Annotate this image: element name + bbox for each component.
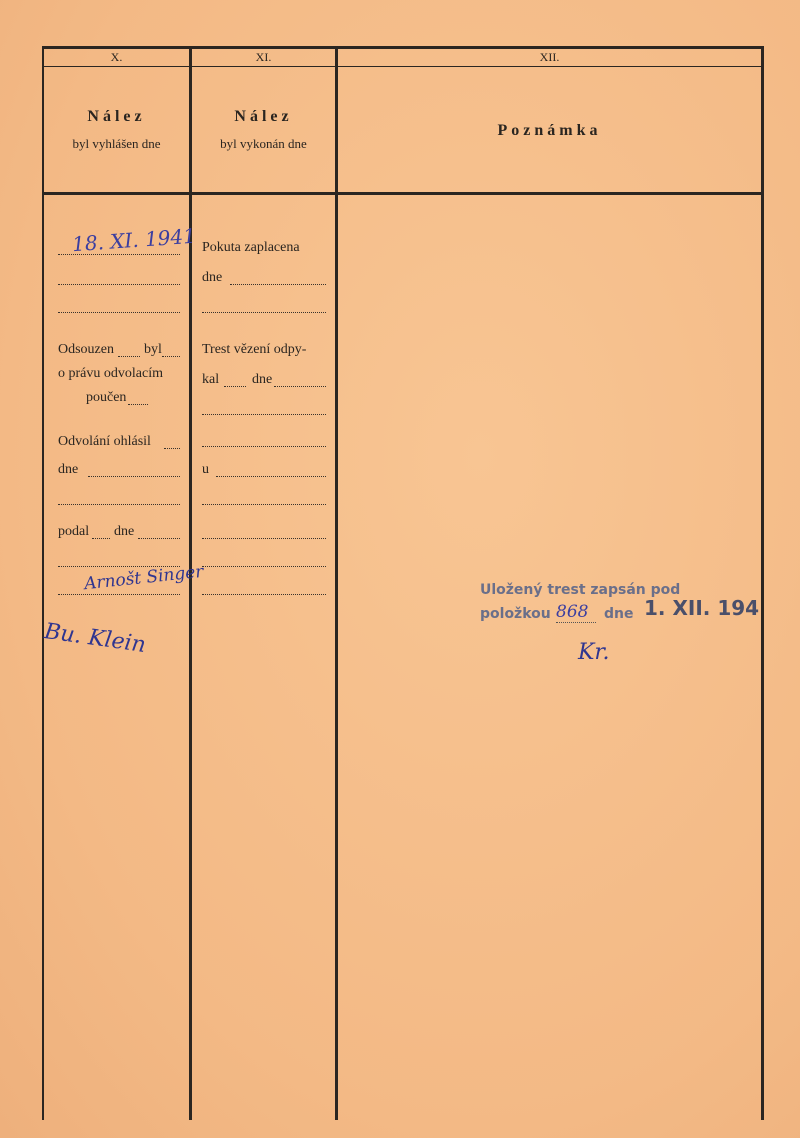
dotted-line: [202, 504, 326, 505]
dotted-line: [128, 404, 148, 405]
dotted-line: [164, 448, 180, 449]
stamp-polozkou-label: položkou: [480, 606, 551, 622]
kal-dne-label: dne: [252, 372, 273, 387]
stamp-dne-label: dne: [604, 606, 634, 622]
u-label: u: [202, 462, 209, 477]
dotted-line: [202, 538, 326, 539]
dotted-line: [202, 566, 326, 567]
dotted-line: [202, 414, 326, 415]
stamp-number: 868: [556, 602, 596, 623]
dne-label: dne: [58, 462, 79, 477]
dotted-line: [58, 594, 180, 595]
handwritten-date: 18. XI. 1941: [71, 223, 197, 257]
odvolani-label: Odvolání ohlásil: [58, 434, 151, 449]
dotted-line: [88, 476, 180, 477]
pokuta-dne-label: dne: [202, 270, 223, 285]
podal-dne-label: dne: [114, 524, 135, 539]
left-border: [42, 46, 44, 1120]
dotted-line: [162, 356, 180, 357]
odsouzen-label: Odsouzen: [58, 342, 114, 357]
stamp-line-1: Uložený trest zapsán pod: [480, 582, 681, 598]
dotted-line: [224, 386, 246, 387]
dotted-line: [216, 476, 326, 477]
column-xii-title: Poznámka: [497, 122, 602, 139]
header-bottom-border: [42, 192, 764, 195]
dotted-line: [230, 284, 326, 285]
dotted-line: [58, 284, 180, 285]
dotted-line: [202, 446, 326, 447]
column-number-xi: XI.: [255, 50, 272, 64]
dotted-line: [58, 254, 180, 255]
right-border: [761, 46, 764, 1120]
column-xi-subtitle: byl vykonán dne: [220, 136, 307, 151]
signature: Arnošt Singer: [83, 561, 205, 595]
podal-label: podal: [58, 524, 90, 539]
column-number-xii: XII.: [539, 50, 560, 64]
dotted-line: [138, 538, 180, 539]
byl-label: byl: [144, 342, 162, 357]
column-xi-title: Nález: [234, 108, 293, 125]
dotted-line: [58, 312, 180, 313]
stamp-date: 1. XII. 194: [644, 596, 760, 620]
initials: Kr.: [578, 640, 610, 665]
trest-label: Trest vězení odpy-: [202, 342, 307, 357]
signature-2: Bu. Klein: [42, 619, 148, 658]
column-divider-xi-xii: [335, 46, 338, 1120]
dotted-line: [92, 538, 110, 539]
o-pravu-label: o právu odvolacím: [58, 366, 163, 381]
dotted-line: [118, 356, 140, 357]
dotted-line: [274, 386, 326, 387]
column-number-x: X.: [110, 50, 123, 64]
table-top-border: [42, 46, 764, 49]
column-number-divider: [42, 66, 764, 67]
dotted-line: [202, 594, 326, 595]
kal-label: kal: [202, 372, 220, 387]
pokuta-label: Pokuta zaplacena: [202, 240, 300, 255]
dotted-line: [202, 312, 326, 313]
dotted-line: [58, 504, 180, 505]
column-x-subtitle: byl vyhlášen dne: [72, 136, 161, 151]
column-x-title: Nález: [87, 108, 146, 125]
poucen-label: poučen: [86, 390, 127, 405]
